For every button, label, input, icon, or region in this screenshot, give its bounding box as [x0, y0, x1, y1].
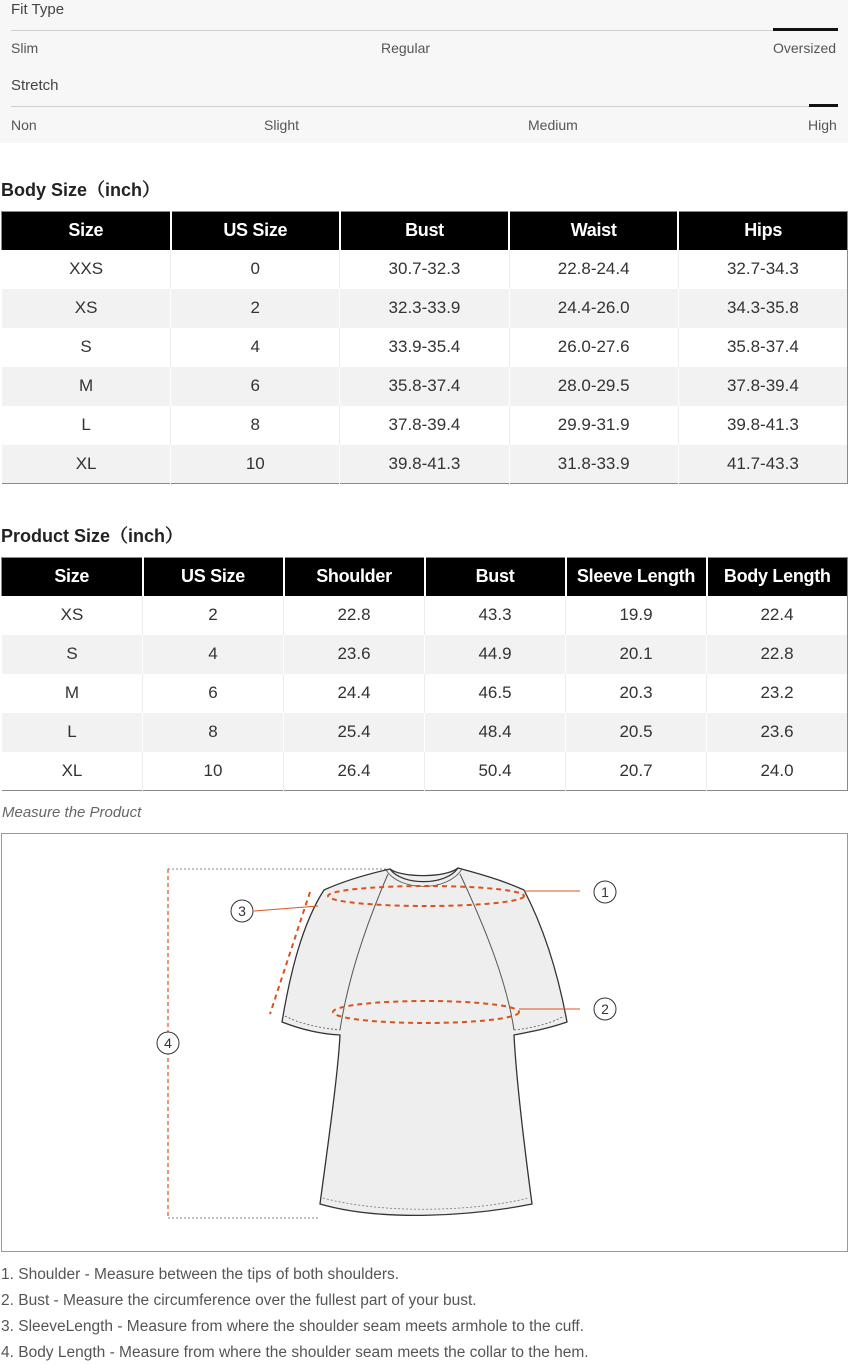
- fit-type-selected-marker: [773, 28, 838, 31]
- product-size-title: Product Size（inch）: [1, 526, 184, 546]
- column-header: US Size: [171, 212, 340, 250]
- note-bust: 2. Bust - Measure the circumference over the fullest part of your bust.: [1, 1292, 477, 1309]
- table-row: [2, 250, 848, 289]
- stretch-stop-slight: Slight: [264, 117, 300, 133]
- table-cell: L: [2, 713, 143, 752]
- table-cell: 23.2: [707, 674, 848, 713]
- table-cell: 39.8-41.3: [678, 406, 847, 445]
- column-header: Sleeve Length: [566, 558, 707, 596]
- fit-type-track: [11, 30, 838, 31]
- table-cell: 32.7-34.3: [678, 250, 847, 289]
- table-cell: XS: [2, 596, 143, 635]
- table-cell: 48.4: [425, 713, 566, 752]
- table-cell: 31.8-33.9: [509, 445, 678, 484]
- table-cell: 41.7-43.3: [678, 445, 847, 484]
- column-header: Bust: [340, 212, 509, 250]
- column-header: Size: [2, 212, 171, 250]
- stretch-stop-high: High: [808, 117, 837, 133]
- table-row: [2, 596, 848, 635]
- table-cell: XL: [2, 445, 171, 484]
- table-cell: 8: [143, 713, 284, 752]
- table-cell: 44.9: [425, 635, 566, 674]
- column-header: US Size: [143, 558, 284, 596]
- table-cell: M: [2, 367, 171, 406]
- fit-stop-slim: Slim: [11, 40, 39, 56]
- table-cell: 2: [171, 289, 340, 328]
- table-cell: 26.0-27.6: [509, 328, 678, 367]
- table-cell: 8: [171, 406, 340, 445]
- table-cell: M: [2, 674, 143, 713]
- table-cell: 34.3-35.8: [678, 289, 847, 328]
- stretch-title: Stretch: [11, 77, 59, 94]
- table-cell: 30.7-32.3: [340, 250, 509, 289]
- table-cell: 37.8-39.4: [678, 367, 847, 406]
- table-cell: 22.8-24.4: [509, 250, 678, 289]
- table-cell: 22.8: [284, 596, 425, 635]
- table-cell: 20.3: [566, 674, 707, 713]
- table-cell: 2: [143, 596, 284, 635]
- table-cell: 0: [171, 250, 340, 289]
- table-cell: 32.3-33.9: [340, 289, 509, 328]
- stretch-selected-marker: [809, 104, 838, 107]
- tshirt-illustration: [2, 834, 849, 1253]
- marker-3-label: 3: [238, 903, 246, 919]
- table-row: [2, 406, 848, 445]
- fit-stretch-panel: [0, 0, 848, 143]
- table-cell: 10: [143, 752, 284, 791]
- table-cell: 50.4: [425, 752, 566, 791]
- measure-caption: Measure the Product: [2, 804, 142, 821]
- column-header: Body Length: [707, 558, 848, 596]
- marker-2-label: 2: [601, 1001, 609, 1017]
- table-row: [2, 445, 848, 484]
- table-cell: L: [2, 406, 171, 445]
- table-cell: 4: [143, 635, 284, 674]
- table-row: [2, 289, 848, 328]
- note-body-length: 4. Body Length - Measure from where the shoulder seam meets the collar to the hem.: [1, 1344, 589, 1361]
- table-cell: 24.0: [707, 752, 848, 791]
- table-cell: S: [2, 328, 171, 367]
- table-row: [2, 635, 848, 674]
- body-size-table: [1, 211, 848, 484]
- table-cell: 46.5: [425, 674, 566, 713]
- marker-1-label: 1: [601, 884, 609, 900]
- table-cell: 22.4: [707, 596, 848, 635]
- table-row: [2, 713, 848, 752]
- table-cell: 10: [171, 445, 340, 484]
- table-cell: XL: [2, 752, 143, 791]
- column-header: Bust: [425, 558, 566, 596]
- table-cell: XXS: [2, 250, 171, 289]
- stretch-track: [11, 106, 838, 107]
- column-header: Hips: [678, 212, 847, 250]
- table-cell: 19.9: [566, 596, 707, 635]
- table-cell: XS: [2, 289, 171, 328]
- table-header-row: [2, 212, 848, 250]
- table-cell: 20.1: [566, 635, 707, 674]
- fit-type-title: Fit Type: [11, 1, 65, 18]
- table-cell: 23.6: [707, 713, 848, 752]
- table-cell: 23.6: [284, 635, 425, 674]
- table-cell: 20.7: [566, 752, 707, 791]
- fit-stop-oversized: Oversized: [773, 40, 837, 56]
- body-size-title: Body Size（inch）: [1, 180, 161, 200]
- table-cell: 25.4: [284, 713, 425, 752]
- table-cell: 4: [171, 328, 340, 367]
- marker-4-label: 4: [164, 1035, 172, 1051]
- stretch-stop-non: Non: [11, 117, 37, 133]
- note-sleeve-length: 3. SleeveLength - Measure from where the shoulder seam meets armhole to the cuff.: [1, 1318, 584, 1335]
- table-cell: 26.4: [284, 752, 425, 791]
- table-row: [2, 674, 848, 713]
- measure-diagram: [1, 833, 848, 1252]
- table-cell: 6: [143, 674, 284, 713]
- column-header: Size: [2, 558, 143, 596]
- table-cell: 22.8: [707, 635, 848, 674]
- table-row: [2, 367, 848, 406]
- table-cell: S: [2, 635, 143, 674]
- table-row: [2, 752, 848, 791]
- column-header: Shoulder: [284, 558, 425, 596]
- table-cell: 39.8-41.3: [340, 445, 509, 484]
- table-cell: 37.8-39.4: [340, 406, 509, 445]
- table-cell: 33.9-35.4: [340, 328, 509, 367]
- fit-stop-regular: Regular: [381, 40, 431, 56]
- column-header: Waist: [509, 212, 678, 250]
- table-cell: 43.3: [425, 596, 566, 635]
- table-cell: 35.8-37.4: [340, 367, 509, 406]
- note-shoulder: 1. Shoulder - Measure between the tips of both shoulders.: [1, 1266, 400, 1283]
- product-size-table: [1, 557, 848, 791]
- table-header-row: [2, 558, 848, 596]
- tshirt-shape: [282, 868, 567, 1215]
- table-cell: 29.9-31.9: [509, 406, 678, 445]
- table-cell: 28.0-29.5: [509, 367, 678, 406]
- stretch-stop-medium: Medium: [528, 117, 578, 133]
- table-cell: 20.5: [566, 713, 707, 752]
- table-cell: 35.8-37.4: [678, 328, 847, 367]
- table-row: [2, 328, 848, 367]
- table-cell: 6: [171, 367, 340, 406]
- table-cell: 24.4: [284, 674, 425, 713]
- table-cell: 24.4-26.0: [509, 289, 678, 328]
